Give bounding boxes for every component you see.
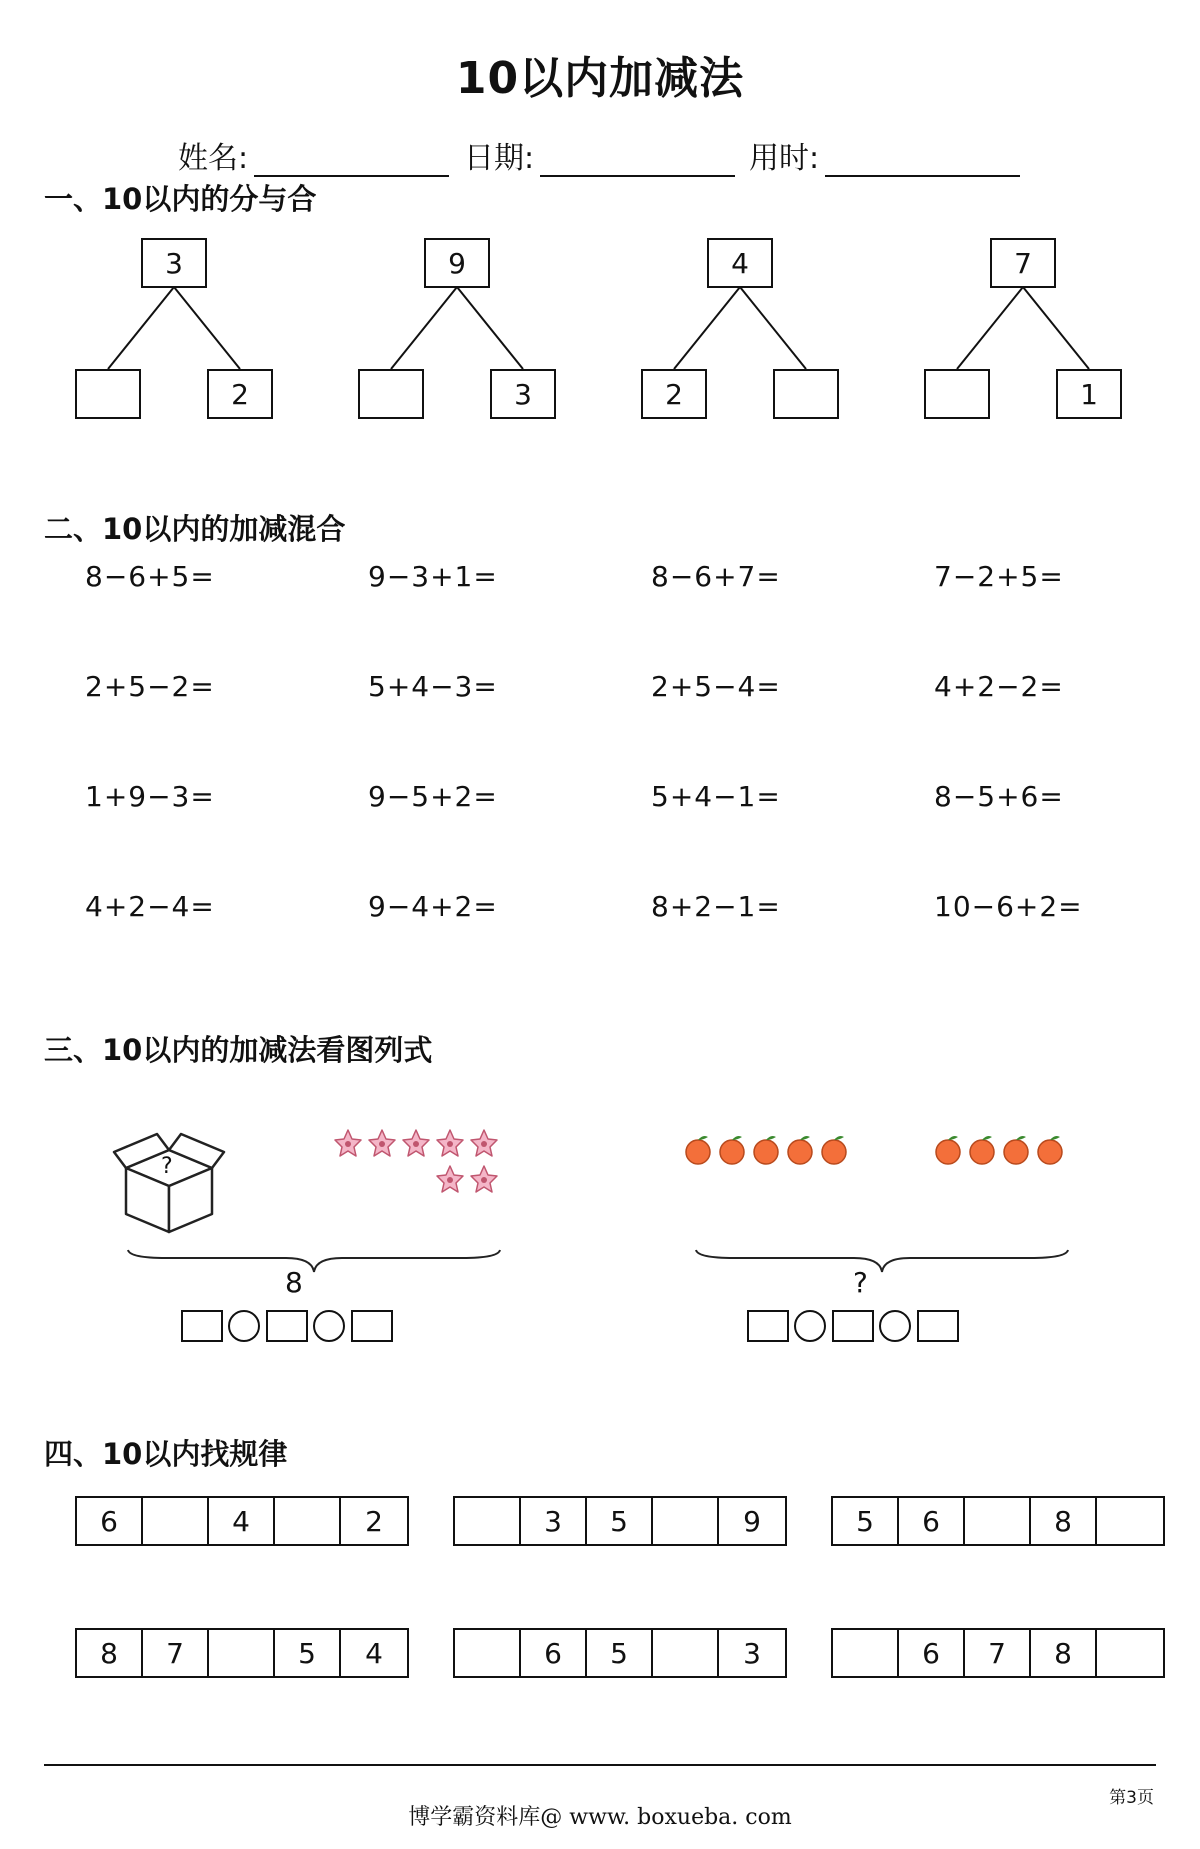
- pattern-cell-blank[interactable]: [1097, 1498, 1163, 1544]
- pattern-cell: 6: [899, 1498, 965, 1544]
- decomp-1-right: 2: [207, 369, 273, 419]
- pattern-cell-blank[interactable]: [455, 1630, 521, 1676]
- pattern-cell: 5: [587, 1498, 653, 1544]
- pattern-cell: 2: [365, 1504, 383, 1538]
- pattern-cell: 5: [587, 1630, 653, 1676]
- flower-icon: [403, 1130, 429, 1156]
- pattern-cell: 6: [77, 1498, 143, 1544]
- decomp-4-right: 1: [1056, 369, 1122, 419]
- equation[interactable]: 2+5−2=: [85, 670, 215, 703]
- flower-icon: [471, 1130, 497, 1156]
- decomp-2-right: 3: [490, 369, 556, 419]
- answer-box[interactable]: [747, 1310, 789, 1342]
- flower-icon: [471, 1166, 497, 1192]
- orange-icon: [720, 1136, 744, 1164]
- equation[interactable]: 5+4−3=: [368, 670, 498, 703]
- pattern-cell-blank[interactable]: [209, 1630, 275, 1676]
- pattern-sequence: [75, 1628, 409, 1678]
- equation[interactable]: 5+4−1=: [651, 780, 781, 813]
- decomp-4-top: 7: [990, 238, 1056, 288]
- pattern-cell: 4: [209, 1498, 275, 1544]
- operator-circle[interactable]: [879, 1310, 911, 1342]
- footer-divider: [44, 1764, 1156, 1766]
- decomp-3-left: 2: [641, 369, 707, 419]
- right-total: ?: [853, 1266, 868, 1299]
- orange-icon: [822, 1136, 846, 1164]
- equation[interactable]: 8−6+7=: [651, 560, 781, 593]
- pattern-sequence: [453, 1496, 787, 1546]
- pattern-cell: 8: [1031, 1498, 1097, 1544]
- oranges-left-group: [680, 1130, 860, 1170]
- pattern-cell: 5: [833, 1498, 899, 1544]
- answer-box[interactable]: [181, 1310, 223, 1342]
- flower-icon: [437, 1130, 463, 1156]
- orange-icon: [754, 1136, 778, 1164]
- pattern-sequence: [75, 1496, 409, 1546]
- answer-box[interactable]: [266, 1310, 308, 1342]
- pattern-cell-blank[interactable]: [455, 1498, 521, 1544]
- flower-icon: [335, 1130, 361, 1156]
- equation[interactable]: 10−6+2=: [934, 890, 1083, 923]
- pattern-cell: 3: [521, 1498, 587, 1544]
- date-label: 日期:: [464, 141, 535, 176]
- orange-icon: [936, 1136, 960, 1164]
- time-label: 用时:: [749, 141, 820, 176]
- decomposition-lines: [0, 0, 1200, 430]
- section-1-heading: 一、10以内的分与合: [44, 182, 317, 216]
- pattern-cell: 4: [365, 1636, 383, 1670]
- orange-icon: [970, 1136, 994, 1164]
- equation[interactable]: 7−2+5=: [934, 560, 1064, 593]
- decomp-3-right-blank[interactable]: [773, 369, 839, 419]
- equation[interactable]: 8+2−1=: [651, 890, 781, 923]
- pattern-sequence: [831, 1628, 1165, 1678]
- oranges-right-group: [930, 1130, 1080, 1170]
- pattern-cell-blank[interactable]: [965, 1498, 1031, 1544]
- equation[interactable]: 4+2−4=: [85, 890, 215, 923]
- equation[interactable]: 8−6+5=: [85, 560, 215, 593]
- decomp-3-top: 4: [707, 238, 773, 288]
- decomp-2-left-blank[interactable]: [358, 369, 424, 419]
- equation[interactable]: 2+5−4=: [651, 670, 781, 703]
- pattern-cell: 7: [143, 1630, 209, 1676]
- decomp-4-left-blank[interactable]: [924, 369, 990, 419]
- answer-box[interactable]: [832, 1310, 874, 1342]
- orange-icon: [788, 1136, 812, 1164]
- right-brace: [694, 1248, 1070, 1278]
- name-label: 姓名:: [178, 141, 249, 176]
- flowers-illustration: [330, 1124, 510, 1204]
- pattern-sequence: [831, 1496, 1165, 1546]
- decomp-1-top: 3: [141, 238, 207, 288]
- decomp-1-left-blank[interactable]: [75, 369, 141, 419]
- footer-source: 博学霸资料库@ www. boxueba. com: [408, 1805, 792, 1830]
- decomp-2-top: 9: [424, 238, 490, 288]
- operator-circle[interactable]: [794, 1310, 826, 1342]
- section-2-heading: 二、10以内的加减混合: [44, 512, 346, 546]
- equation[interactable]: 9−4+2=: [368, 890, 498, 923]
- operator-circle[interactable]: [313, 1310, 345, 1342]
- page-title: 10以内加减法: [455, 53, 745, 104]
- equation[interactable]: 4+2−2=: [934, 670, 1064, 703]
- flower-icon: [437, 1166, 463, 1192]
- flower-icon: [369, 1130, 395, 1156]
- pattern-cell: 8: [1031, 1630, 1097, 1676]
- pattern-cell-blank[interactable]: [143, 1498, 209, 1544]
- pattern-cell: 6: [521, 1630, 587, 1676]
- page-number: 第3页: [1109, 1788, 1154, 1808]
- pattern-sequence: [453, 1628, 787, 1678]
- answer-box[interactable]: [917, 1310, 959, 1342]
- orange-icon: [686, 1136, 710, 1164]
- equation[interactable]: 8−5+6=: [934, 780, 1064, 813]
- pattern-cell: 8: [77, 1630, 143, 1676]
- equation[interactable]: 1+9−3=: [85, 780, 215, 813]
- pattern-cell: 3: [743, 1636, 761, 1670]
- orange-icon: [1038, 1136, 1062, 1164]
- pattern-cell: 5: [275, 1630, 341, 1676]
- left-total: 8: [285, 1266, 303, 1299]
- pattern-cell: 7: [965, 1630, 1031, 1676]
- orange-icon: [1004, 1136, 1028, 1164]
- answer-box[interactable]: [351, 1310, 393, 1342]
- operator-circle[interactable]: [228, 1310, 260, 1342]
- pattern-cell: 6: [899, 1630, 965, 1676]
- section-3-heading: 三、10以内的加减法看图列式: [44, 1033, 433, 1067]
- equation[interactable]: 9−5+2=: [368, 780, 498, 813]
- pattern-cell-blank[interactable]: [275, 1498, 341, 1544]
- pattern-cell-blank[interactable]: [1097, 1630, 1163, 1676]
- pattern-cell-blank[interactable]: [653, 1630, 719, 1676]
- pattern-cell-blank[interactable]: [653, 1498, 719, 1544]
- box-icon: [112, 1128, 227, 1238]
- box-question-mark: ?: [161, 1154, 173, 1179]
- left-brace: [126, 1248, 502, 1278]
- section-4-heading: 四、10以内找规律: [44, 1437, 288, 1471]
- pattern-cell-blank[interactable]: [833, 1630, 899, 1676]
- equation[interactable]: 9−3+1=: [368, 560, 498, 593]
- pattern-cell: 9: [743, 1504, 761, 1538]
